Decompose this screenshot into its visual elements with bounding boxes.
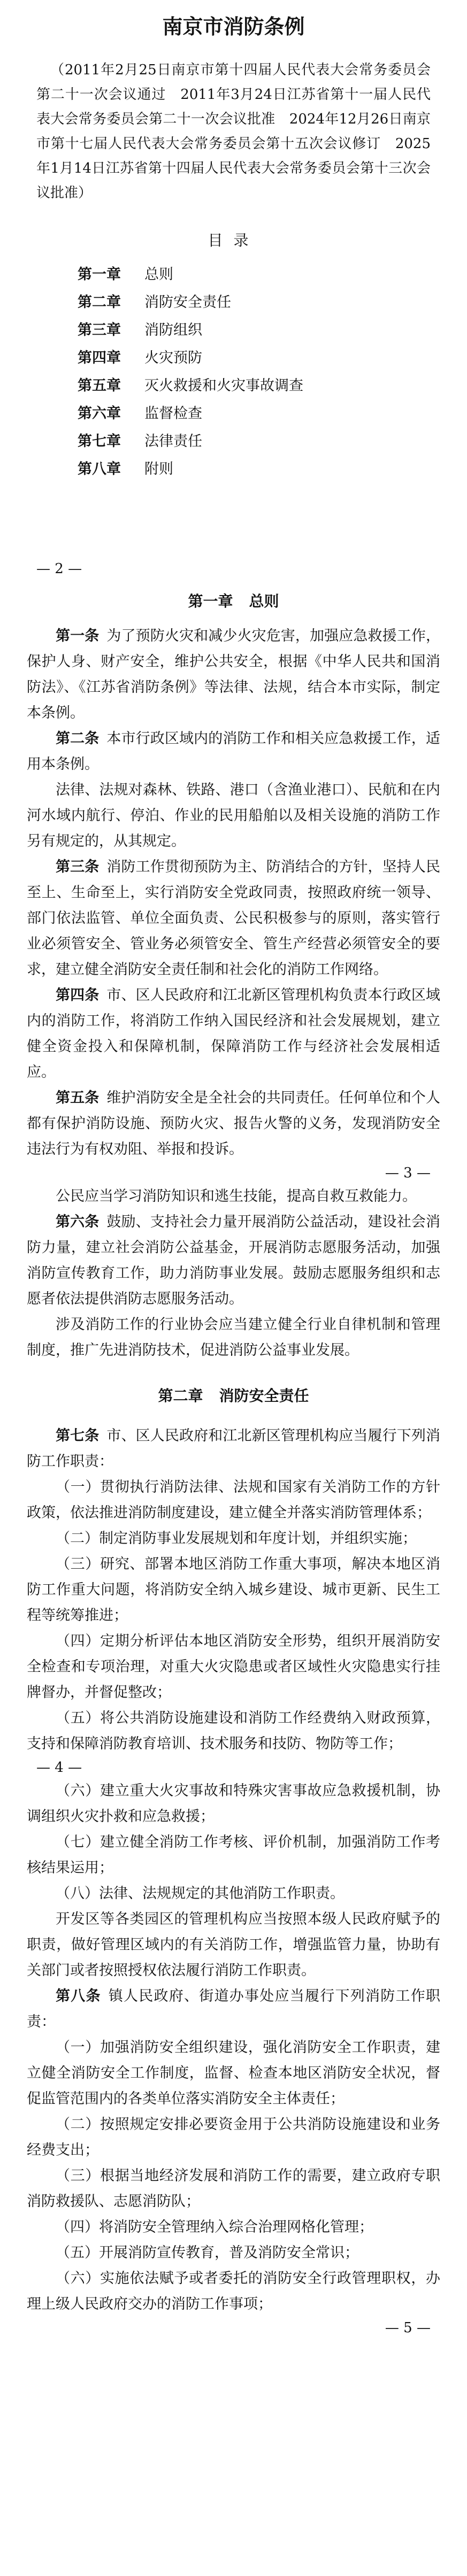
article-label: 第五条 [56,1090,99,1106]
document-page [0,11,467,2576]
article-text: 镇人民政府、街道办事处应当履行下列消防工作职责： [27,1988,440,2030]
toc-chapter-name: 消防组织 [144,322,202,338]
article-paragraph [27,1423,440,1475]
list-item: （三）根据当地经济发展和消防工作的需要，建立政府专职消防救援队、志愿消防队； [27,2168,440,2210]
article-label: 第三条 [56,859,99,875]
chapter-heading [27,588,440,615]
article-paragraph: 涉及消防工作的行业协会应当建立健全行业自律机制和管理制度，推广先进消防技术，促进消防公益事业发展。 [27,1316,440,1359]
list-item: （六）建立重大火灾事故和特殊灾害事故应急救援机制，协调组织火灾扑救和应急救援； [27,1783,440,1825]
table-of-contents [78,261,440,483]
article-paragraph [27,1984,440,2035]
toc-item [78,372,440,400]
toc-chapter-number: 第七章 [78,433,121,450]
toc-chapter-name: 附则 [144,461,173,477]
toc-item [78,261,440,289]
toc-chapter-number: 第一章 [78,266,121,283]
list-item: （五）开展消防宣传教育，普及消防安全常识； [56,2245,359,2261]
article-label: 第七条 [56,1428,99,1444]
chapter-name: 总则 [249,592,279,610]
article-paragraph: 法律、法规对森林、铁路、港口（含渔业港口）、民航和在内河水域内航行、停泊、作业的民用船舶以及相关设施的消防工作另有规定的，从其规定。 [27,782,440,850]
page-number: — 2 — [36,561,82,577]
toc-chapter-name: 火灾预防 [144,350,202,366]
article-paragraph: 开发区等各类园区的管理机构应当按照本级人民政府赋予的职责，做好管理区域内的有关消防工作，增强监管力量，协助有关部门或者按照授权依法履行消防工作职责。 [27,1911,440,1979]
toc-chapter-number: 第八章 [78,461,121,477]
list-item: （二）按照规定安排必要资金用于公共消防设施建设和业务经费支出； [27,2116,440,2158]
toc-chapter-number: 第三章 [78,322,121,338]
toc-heading: 目录 [208,232,259,249]
article-text: 本市行政区域内的消防工作和相关应急救援工作，适用本条例。 [27,730,441,773]
toc-chapter-name: 消防安全责任 [144,294,231,311]
chapter-number: 第二章 [158,1387,203,1405]
toc-item [78,428,440,456]
list-item: （三）研究、部署本地区消防工作重大事项，解决本地区消防工作重大问题，将消防安全纳入城乡建设、城市更新、民生工程等统筹推进； [27,1556,440,1624]
toc-item [78,317,440,344]
document-title: 南京市消防条例 [162,15,305,38]
article-paragraph [27,1085,440,1162]
article-label: 第六条 [56,1214,99,1230]
article-label: 第一条 [56,628,99,644]
document-preface: （2011年2月25日南京市第十四届人民代表大会常务委员会第二十一次会议通过 2011年3月24日江苏省第十一届人民代表大会常务委员会第二十一次会议批准 2024年12月26日南京市第十七届人民代表大会常务委员会第十五次会议修订 2025年1月14日江苏省第十四届人民代表大会常务委员会第十三次会议批准） [36,62,431,201]
article-paragraph [27,983,440,1085]
article-text: 鼓励、支持社会力量开展消防公益活动，建设社会消防力量，建立社会消防公益基金，开展消防志愿服务活动，加强消防宣传教育工作，助力消防事业发展。鼓励志愿服务组织和志愿者依法提供消防志愿服务活动。 [27,1214,441,1307]
article-text: 消防工作贯彻预防为主、防消结合的方针，坚持人民至上、生命至上，实行消防安全党政同责，按照政府统一领导、部门依法监管、单位全面负责、公民积极参与的原则，落实管行业必须管安全、管业务必须管安全、管生产经营必须管安全的要求，建立健全消防安全责任制和社会化的消防工作网络。 [27,859,441,978]
page-number: — 3 — [385,1165,431,1181]
toc-chapter-number: 第二章 [78,294,121,311]
toc-item [78,400,440,428]
article-label: 第四条 [56,987,99,1004]
article-text: 市、区人民政府和江北新区管理机构负责本行政区域内的消防工作，将消防工作纳入国民经济和社会发展规划，建立健全资金投入和保障机制，保障消防工作与经济社会发展相适应。 [27,987,441,1081]
article-text: 为了预防火灾和减少火灾危害，加强应急救援工作，保护人身、财产安全，维护公共安全，根据《中华人民共和国消防法》、《江苏省消防条例》等法律、法规，结合本市实际，制定本条例。 [27,628,441,721]
page-number: — 5 — [385,2320,431,2336]
toc-item [78,344,440,372]
toc-chapter-name: 总则 [144,266,173,283]
toc-item [78,289,440,317]
toc-chapter-name: 灭火救援和火灾事故调查 [144,377,303,394]
list-item: （五）将公共消防设施建设和消防工作经费纳入财政预算，支持和保障消防教育培训、技术服务和技防、物防等工作； [27,1710,440,1752]
toc-item [78,456,440,483]
list-item: （七）建立健全消防工作考核、评价机制，加强消防工作考核结果运用； [27,1834,440,1876]
list-item: （六）实施依法赋予或者委托的消防安全行政管理职权，办理上级人民政府交办的消防工作事项； [27,2270,440,2312]
article-label: 第二条 [56,730,99,747]
list-item: （二）制定消防事业发展规划和年度计划，并组织实施； [56,1530,417,1547]
toc-chapter-name: 监督检查 [144,405,202,422]
page-number: — 4 — [36,1760,82,1776]
list-item: （一）贯彻执行消防法律、法规和国家有关消防工作的方针政策，依法推进消防制度建设，建立健全并落实消防管理体系； [27,1479,440,1521]
list-item: （八）法律、法规规定的其他消防工作职责。 [56,1885,344,1902]
toc-chapter-name: 法律责任 [144,433,202,450]
article-paragraph [27,623,440,726]
toc-chapter-number: 第五章 [78,377,121,394]
article-paragraph: 公民应当学习消防知识和逃生技能，提高自救互救能力。 [56,1188,417,1205]
toc-chapter-number: 第四章 [78,350,121,366]
article-paragraph [27,726,440,777]
list-item: （一）加强消防安全组织建设，强化消防安全工作职责，建立健全消防安全工作制度，监督、检查本地区消防安全状况，督促监管范围内的各类单位落实消防安全主体责任； [27,2039,440,2107]
toc-chapter-number: 第六章 [78,405,121,422]
article-text: 市、区人民政府和江北新区管理机构应当履行下列消防工作职责： [27,1428,441,1470]
chapter-number: 第一章 [188,592,233,610]
list-item: （四）将消防安全管理纳入综合治理网格化管理； [56,2219,373,2235]
article-paragraph [27,1209,440,1312]
article-paragraph [27,854,440,983]
article-text: 维护消防安全是全社会的共同责任。任何单位和个人都有保护消防设施、预防火灾、报告火警的义务，发现消防安全违法行为有权劝阻、举报和投诉。 [27,1090,441,1158]
article-label: 第八条 [56,1988,101,2004]
list-item: （四）定期分析评估本地区消防安全形势，组织开展消防安全检查和专项治理，对重大火灾隐患或者区域性火灾隐患实行挂牌督办，并督促整改； [27,1633,440,1701]
chapter-heading [27,1383,440,1409]
chapter-name: 消防安全责任 [219,1387,309,1405]
